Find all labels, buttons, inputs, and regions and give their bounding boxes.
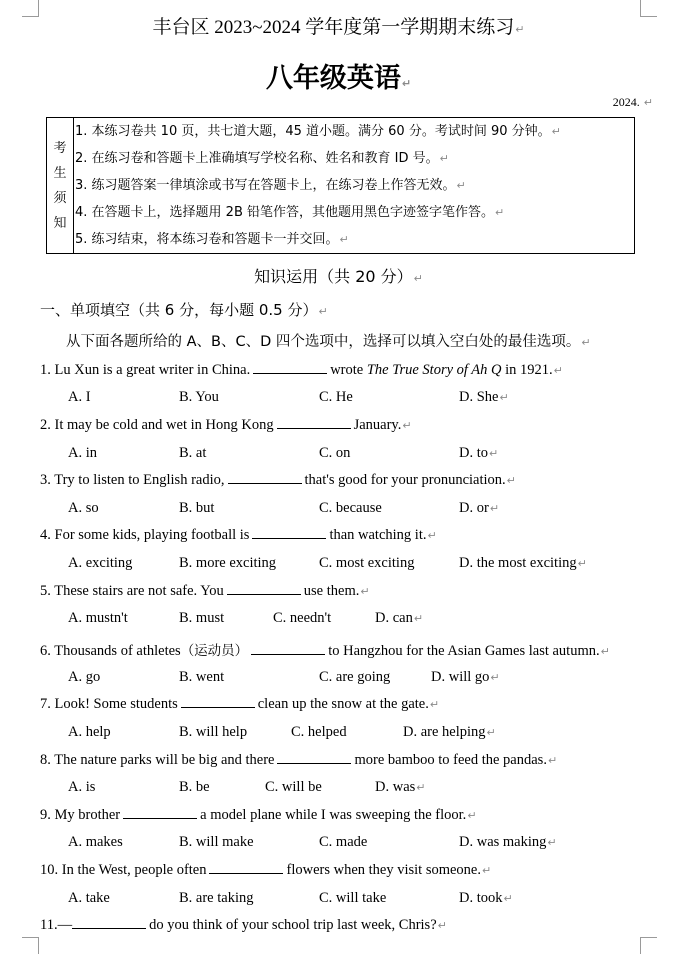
option-c: C. will be [265, 779, 322, 795]
option-a: A. mustn't [68, 610, 128, 626]
option-a: A. is [68, 779, 96, 795]
option-b: B. must [179, 610, 225, 626]
option-d: D. She↵ [459, 389, 509, 405]
option-d: D. was↵ [375, 779, 426, 795]
exam-subject: 八年级英语↵ [265, 63, 412, 94]
exam-date: 2024. ↵ [612, 95, 653, 109]
answer-blank [227, 593, 301, 595]
option-a: A. go [68, 669, 101, 685]
question-4: 4. For some kids, playing football is than watching it.↵ [40, 527, 437, 543]
question-6: 6. Thousands of athletes（运动员） to Hangzhou for the Asian Games last autumn.↵ [40, 643, 610, 659]
answer-blank [209, 872, 283, 874]
answer-blank [72, 927, 146, 929]
option-a: A. exciting [68, 555, 133, 571]
option-c: C. are going [319, 669, 391, 685]
option-c: C. He [319, 389, 353, 405]
part-title: 一、单项填空（共 6 分，每小题 0.5 分）↵ [40, 301, 328, 319]
option-a: A. I [68, 389, 91, 405]
option-d: D. the most exciting↵ [459, 555, 587, 571]
question-2: 2. It may be cold and wet in Hong Kong January.↵ [40, 417, 412, 433]
notice-item: 5. 练习结束，将本练习卷和答题卡一并交回。↵ [75, 232, 349, 247]
option-c: C. most exciting [319, 555, 415, 571]
section-title: 知识运用（共 20 分）↵ [254, 267, 423, 286]
question-1: 1. Lu Xun is a great writer in China. wrote The True Story of Ah Q in 1921.↵ [40, 362, 563, 378]
option-a: A. makes [68, 834, 123, 850]
answer-blank [253, 372, 327, 374]
option-c: C. because [319, 500, 382, 516]
answer-blank [277, 762, 351, 764]
answer-blank [123, 817, 197, 819]
crop-mark-bottom-left [22, 937, 39, 954]
option-c: C. needn't [273, 610, 332, 626]
question-11: 11.— do you think of your school trip last week, Chris?↵ [40, 917, 447, 933]
question-3: 3. Try to listen to English radio, that's good for your pronunciation.↵ [40, 472, 516, 488]
option-a: A. so [68, 500, 99, 516]
option-b: B. be [179, 779, 210, 795]
option-b: B. You [179, 389, 219, 405]
option-b: B. are taking [179, 890, 254, 906]
question-5: 5. These stairs are not safe. You use them.↵ [40, 583, 370, 599]
question-7: 7. Look! Some students clean up the snow at the gate.↵ [40, 696, 440, 712]
option-c: C. will take [319, 890, 387, 906]
question-9: 9. My brother a model plane while I was sweeping the floor.↵ [40, 807, 477, 823]
option-c: C. helped [291, 724, 347, 740]
notice-item: 4. 在答题卡上，选择题用 2B 铅笔作答，其他题用黑色字迹签字笔作答。↵ [75, 205, 505, 220]
option-c: C. made [319, 834, 368, 850]
answer-blank [251, 653, 325, 655]
option-b: B. went [179, 669, 225, 685]
notice-item: 1. 本练习卷共 10 页，共七道大题，45 道小题。满分 60 分。考试时间 90 分钟。↵ [75, 124, 561, 139]
option-a: A. take [68, 890, 110, 906]
option-d: D. to↵ [459, 445, 499, 461]
option-b: B. but [179, 500, 215, 516]
part-instruction: 从下面各题所给的 A、B、C、D 四个选项中，选择可以填入空白处的最佳选项。↵ [66, 334, 591, 350]
notice-item: 3. 练习题答案一律填涂或书写在答题卡上，在练习卷上作答无效。↵ [75, 178, 466, 193]
option-d: D. or↵ [459, 500, 500, 516]
option-b: B. at [179, 445, 207, 461]
option-b: B. will help [179, 724, 248, 740]
option-d: D. will go↵ [431, 669, 500, 685]
crop-mark-bottom-right [640, 937, 657, 954]
option-d: D. took↵ [459, 890, 513, 906]
option-b: B. more exciting [179, 555, 277, 571]
option-d: D. can↵ [375, 610, 424, 626]
notice-item: 2. 在练习卷和答题卡上准确填写学校名称、姓名和教育 ID 号。↵ [75, 151, 449, 166]
answer-blank [252, 537, 326, 539]
option-d: D. are helping↵ [403, 724, 496, 740]
notice-body [74, 118, 635, 254]
answer-blank [277, 427, 351, 429]
question-8: 8. The nature parks will be big and there more bamboo to feed the pandas.↵ [40, 752, 558, 768]
option-b: B. will make [179, 834, 254, 850]
answer-blank [228, 482, 302, 484]
notice-heading: 考 生 须 知 [47, 118, 74, 254]
notice-table [46, 117, 635, 254]
exam-title: 丰台区 2023~2024 学年度第一学期期末练习↵ [152, 17, 525, 38]
option-a: A. in [68, 445, 97, 461]
option-a: A. help [68, 724, 111, 740]
answer-blank [181, 706, 255, 708]
option-c: C. on [319, 445, 351, 461]
option-d: D. was making↵ [459, 834, 557, 850]
question-10: 10. In the West, people often flowers when they visit someone.↵ [40, 862, 492, 878]
